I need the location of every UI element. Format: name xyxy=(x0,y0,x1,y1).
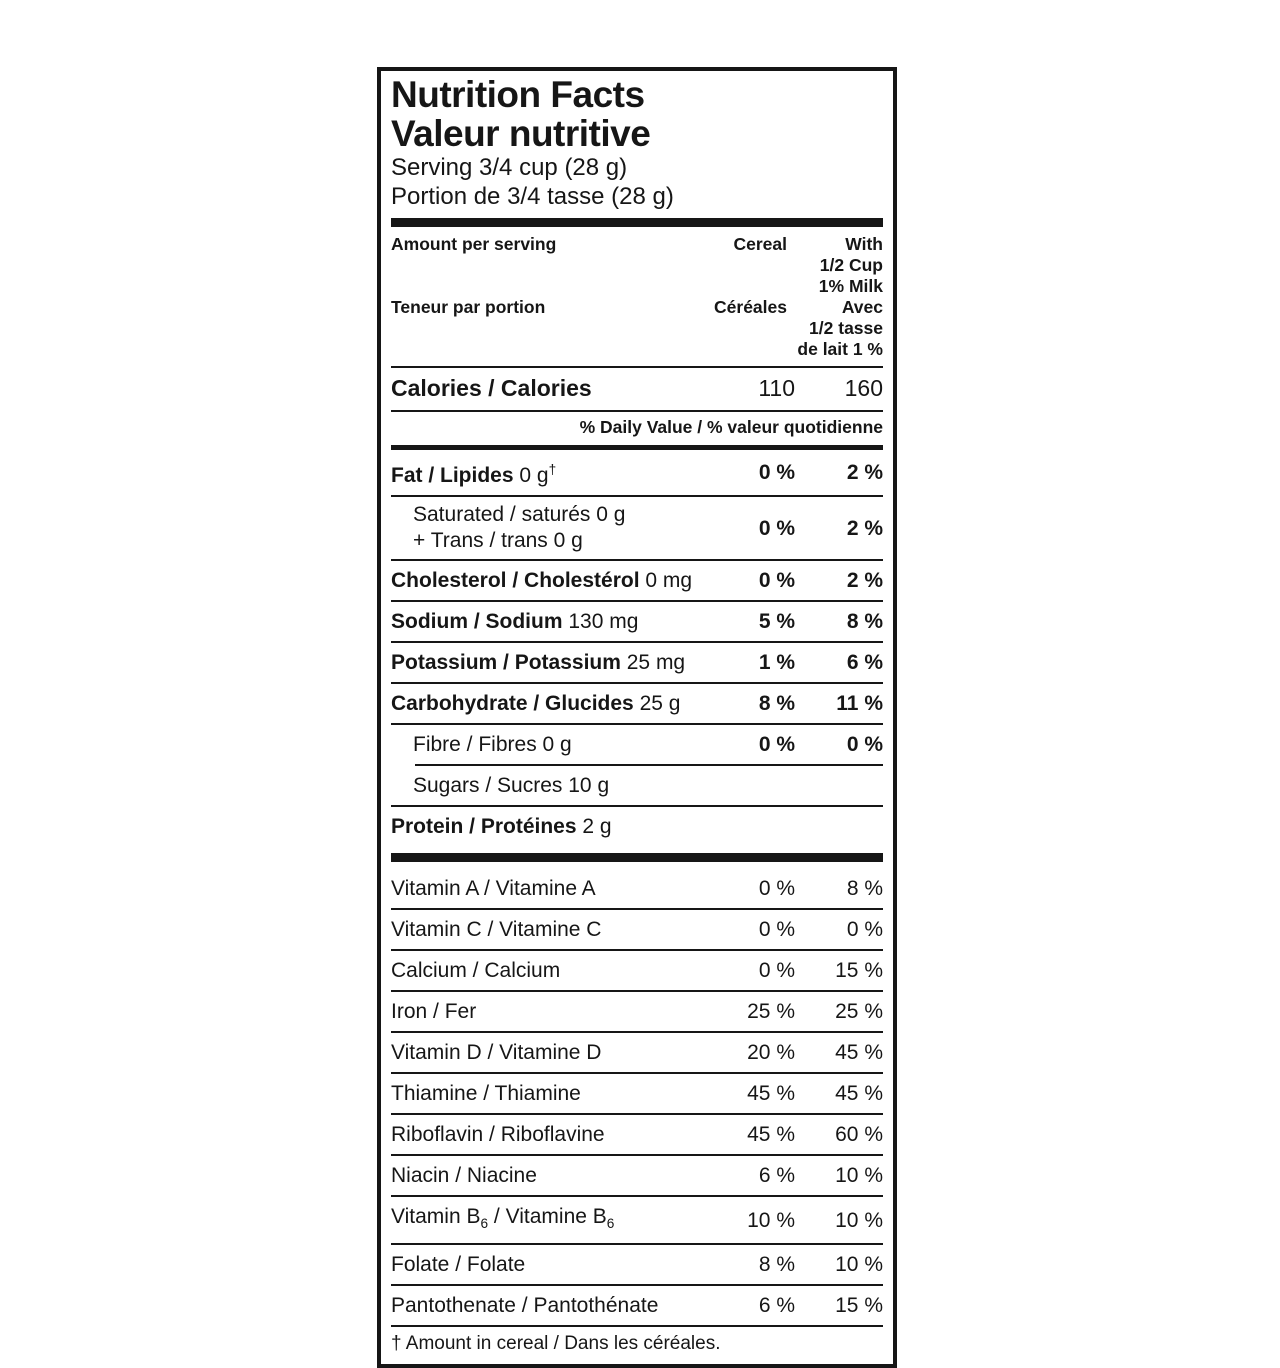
nutrient-name: Fibre / Fibres 0 g xyxy=(413,733,572,756)
nutrient-row-sodium xyxy=(391,602,883,641)
milk-percent: 15 % xyxy=(835,959,883,982)
nutrient-name: Vitamin D / Vitamine D xyxy=(391,1041,602,1064)
nutrient-name: Carbohydrate / Glucides 25 g xyxy=(391,692,681,715)
milk-percent: 10 % xyxy=(835,1253,883,1277)
cereal-percent: 8 % xyxy=(758,692,795,715)
nutrient-row-vitamin-d xyxy=(391,1033,883,1072)
nutrient-row-fat xyxy=(391,450,883,495)
nutrient-name: Calcium / Calcium xyxy=(391,959,561,982)
milk-percent: 25 % xyxy=(835,1000,883,1023)
footnote: † Amount in cereal / Dans les céréales. xyxy=(391,1333,721,1355)
nutrient-row-folate xyxy=(391,1245,883,1284)
nutrient-name: Saturated / saturés 0 g + Trans / trans 0 g xyxy=(413,503,626,552)
nutrient-name: Sodium / Sodium 130 mg xyxy=(391,610,639,633)
cereal-percent: 25 % xyxy=(747,1000,795,1023)
milk-percent: 45 % xyxy=(835,1041,883,1064)
nutrient-row-vitamin-b6 xyxy=(391,1197,883,1243)
nutrient-name: Vitamin A / Vitamine A xyxy=(391,877,596,900)
milk-header-line: de lait 1 % xyxy=(797,339,883,359)
milk-header-line: Avec xyxy=(841,297,883,317)
cereal-percent: 0 % xyxy=(758,918,795,941)
calories-cereal-value: 110 xyxy=(758,375,795,401)
nutrient-row-riboflavin xyxy=(391,1115,883,1154)
nutrient-name: Pantothenate / Pantothénate xyxy=(391,1294,659,1318)
milk-percent: 0 % xyxy=(846,918,883,941)
nutrient-row-iron xyxy=(391,992,883,1031)
nutrient-name: Fat / Lipides 0 g† xyxy=(391,462,557,487)
nutrient-row-thiamine xyxy=(391,1074,883,1113)
nutrient-name: Riboflavin / Riboflavine xyxy=(391,1123,605,1146)
nutrient-name: Potassium / Potassium 25 mg xyxy=(391,651,686,674)
milk-percent: 0 % xyxy=(846,733,883,756)
title-french: Valeur nutritive xyxy=(391,113,651,154)
nutrient-row-fibre xyxy=(391,725,883,764)
milk-header-line: 1/2 Cup xyxy=(819,255,883,275)
nutrient-row-pantothenate xyxy=(391,1286,883,1325)
nutrient-row-saturated-trans xyxy=(391,497,883,559)
amount-per-serving-english: Amount per serving xyxy=(391,234,557,254)
nutrient-row-sugars xyxy=(391,766,883,805)
cereal-percent: 0 % xyxy=(758,733,795,756)
cereal-percent: 0 % xyxy=(758,569,795,592)
milk-header-line: 1% Milk xyxy=(818,276,883,296)
nutrient-row-vitamin-a xyxy=(391,869,883,908)
nutrient-name: Cholesterol / Cholestérol 0 mg xyxy=(391,569,693,592)
amount-per-serving-french: Teneur par portion xyxy=(391,297,546,317)
milk-percent: 8 % xyxy=(846,610,883,633)
cereal-percent: 1 % xyxy=(758,651,795,674)
nutrient-row-protein xyxy=(391,807,883,846)
divider-thick-top xyxy=(391,218,883,227)
nutrient-row-carbohydrate xyxy=(391,684,883,723)
cereal-percent: 0 % xyxy=(758,959,795,982)
cereal-percent: 0 % xyxy=(758,516,795,540)
nutrient-name: Iron / Fer xyxy=(391,1000,477,1023)
cereal-percent: 8 % xyxy=(758,1253,795,1277)
milk-percent: 11 % xyxy=(836,692,883,715)
milk-percent: 45 % xyxy=(835,1082,883,1105)
nutrition-facts-label xyxy=(377,67,897,1368)
cereal-percent: 20 % xyxy=(747,1041,795,1064)
calories-row xyxy=(391,368,883,410)
nutrient-name: Vitamin $B_6$ / Vitamine $B_6$ xyxy=(391,1205,615,1232)
milk-percent: 8 % xyxy=(846,877,883,900)
daily-value-header: % Daily Value / % valeur quotidienne xyxy=(579,417,883,437)
serving-size-french: Portion de 3/4 tasse (28 g) xyxy=(391,183,674,210)
nutrient-row-calcium xyxy=(391,951,883,990)
cereal-percent: 45 % xyxy=(747,1123,795,1146)
nutrient-name: Thiamine / Thiamine xyxy=(391,1082,581,1105)
milk-percent: 10 % xyxy=(835,1208,883,1232)
column-header-block xyxy=(391,234,883,360)
column-cereal-french: Céréales xyxy=(714,297,787,317)
milk-percent: 10 % xyxy=(835,1164,883,1187)
nutrient-name: Sugars / Sucres 10 g xyxy=(413,774,610,797)
cereal-percent: 10 % xyxy=(747,1208,795,1232)
milk-percent: 2 % xyxy=(846,569,883,592)
serving-size-english: Serving 3/4 cup (28 g) xyxy=(391,154,628,181)
calories-milk-value: 160 xyxy=(844,375,883,401)
column-cereal-english: Cereal xyxy=(733,234,787,254)
milk-percent: 15 % xyxy=(835,1294,883,1318)
cereal-percent: 6 % xyxy=(758,1164,795,1187)
column-with-milk xyxy=(787,234,883,360)
nutrient-row-cholesterol xyxy=(391,561,883,600)
cereal-percent: 6 % xyxy=(758,1294,795,1318)
milk-percent: 60 % xyxy=(835,1123,883,1146)
nutrient-name: Protein / Protéines 2 g xyxy=(391,815,612,838)
nutrient-name: Niacin / Niacine xyxy=(391,1164,537,1187)
milk-percent: 2 % xyxy=(846,516,883,540)
title-english: Nutrition Facts xyxy=(391,74,645,115)
cereal-percent: 45 % xyxy=(747,1082,795,1105)
milk-percent: 2 % xyxy=(846,461,883,484)
cereal-percent: 5 % xyxy=(758,610,795,633)
nutrient-name: Vitamin C / Vitamine C xyxy=(391,918,602,941)
nutrient-row-niacin xyxy=(391,1156,883,1195)
cereal-percent: 0 % xyxy=(758,877,795,900)
cereal-percent: 0 % xyxy=(758,461,795,484)
nutrient-row-potassium xyxy=(391,643,883,682)
milk-header-line: With xyxy=(845,234,883,254)
calories-label: Calories / Calories xyxy=(391,375,592,401)
divider-thick-middle xyxy=(391,853,883,862)
nutrient-row-vitamin-c xyxy=(391,910,883,949)
milk-header-line: 1/2 tasse xyxy=(809,318,883,338)
milk-percent: 6 % xyxy=(846,651,883,674)
nutrient-name: Folate / Folate xyxy=(391,1253,526,1277)
